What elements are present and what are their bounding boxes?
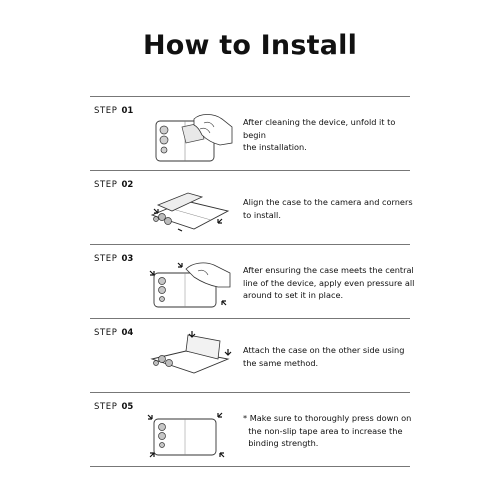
step-label bbox=[94, 180, 133, 190]
description-line: line of the device, apply even pressure all bbox=[243, 277, 415, 288]
description-line: * Make sure to thoroughly press down on bbox=[243, 413, 412, 423]
step-number: 03 bbox=[121, 254, 134, 264]
step-word: STEP bbox=[94, 180, 118, 190]
description-line: the installation. bbox=[243, 142, 307, 152]
description-line: begin bbox=[243, 129, 266, 140]
press-center-line-icon bbox=[142, 255, 234, 313]
step-word: STEP bbox=[94, 328, 118, 338]
description-line: to install. bbox=[243, 209, 281, 220]
step-number: 01 bbox=[121, 106, 134, 116]
step-2 bbox=[90, 171, 413, 243]
description-line: binding strength. bbox=[243, 438, 319, 448]
step-number: 02 bbox=[121, 180, 134, 190]
description-line: around to set it in place. bbox=[243, 290, 344, 300]
step-description bbox=[243, 116, 413, 154]
press-tape-area-icon bbox=[142, 403, 234, 461]
step-4 bbox=[90, 319, 410, 391]
attach-other-side-icon bbox=[142, 329, 234, 387]
step-word: STEP bbox=[94, 106, 118, 116]
step-5 bbox=[90, 393, 410, 465]
description-line: After ensuring the case meets the central bbox=[243, 265, 414, 275]
description-line: the same method. bbox=[243, 357, 319, 368]
step-word: STEP bbox=[94, 254, 118, 264]
step-description bbox=[243, 412, 413, 450]
step-description bbox=[243, 196, 413, 221]
step-1 bbox=[90, 97, 410, 169]
step-3 bbox=[90, 245, 415, 317]
description-line: After cleaning the device, unfold it to bbox=[243, 117, 396, 127]
description-line: the non-slip tape area to increase the bbox=[243, 425, 403, 436]
phone-unfold-cleaning-icon bbox=[142, 107, 234, 165]
divider bbox=[90, 466, 410, 467]
step-description bbox=[243, 344, 413, 369]
page-title: How to Install bbox=[142, 30, 358, 61]
step-description bbox=[243, 264, 413, 302]
step-label bbox=[94, 106, 133, 116]
step-number: 05 bbox=[121, 402, 134, 412]
step-label bbox=[94, 402, 133, 412]
step-label bbox=[94, 328, 133, 338]
step-label bbox=[94, 254, 133, 264]
description-line: Align the case to the camera and corners bbox=[243, 197, 413, 207]
description-line: Attach the case on the other side using bbox=[243, 345, 405, 355]
step-word: STEP bbox=[94, 402, 118, 412]
step-number: 04 bbox=[121, 328, 134, 338]
case-align-camera-icon bbox=[142, 181, 234, 239]
